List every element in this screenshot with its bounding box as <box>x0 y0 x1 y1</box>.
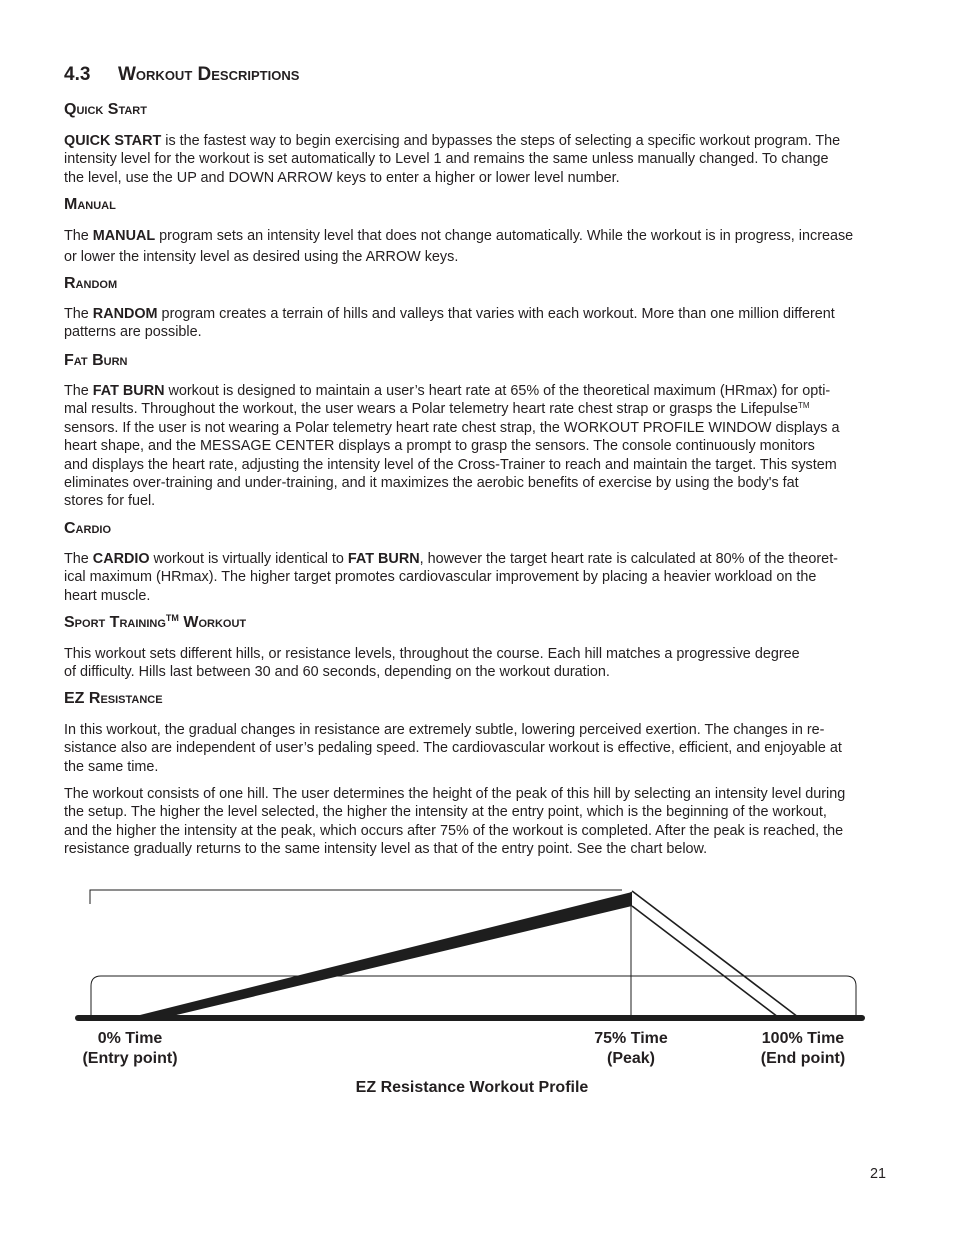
marker-sublabel-peak: (Peak) <box>606 1050 656 1067</box>
ez-resistance-paragraph-1: In this workout, the gradual changes in resistance are extremely subtle, lowering perceived exertion. The changes in re- sistance also are independent of user’s pedaling speed. The cardiovascular workout is effective, efficient, and enjoyable at the same time. <box>64 722 842 775</box>
fat-burn-heading: Fat Burn <box>64 352 128 369</box>
marker-label-start: 0% Time <box>97 1030 163 1047</box>
ez-resistance-paragraph-2: The workout consists of one hill. The user determines the height of the peak of this hill by selecting an intensity level during the setup. The higher the level selected, the higher the intensity at the entry point, which is the beginning of the workout, and the higher the intensity at the peak, which occurs after 75% of the workout is completed. After the peak is reached, the resistance gradually returns to the same intensity level as that of the entry point. See the chart below. <box>64 786 846 858</box>
cardio-heading: Cardio <box>64 520 111 537</box>
descent-line-outer <box>632 891 798 1017</box>
manual-paragraph: The MANUAL program sets an intensity level that does not change automatically. While the workout is in progress, increase or lower the intensity level as desired using the ARROW keys. <box>64 228 854 265</box>
top-bracket-line <box>90 890 622 904</box>
marker-label-peak: 75% Time <box>594 1030 668 1047</box>
diagram-caption: EZ Resistance Workout Profile <box>355 1079 589 1096</box>
sport-training-heading: Sport Training™ Workout <box>64 613 247 631</box>
sport-training-paragraph: This workout sets different hills, or resistance levels, throughout the course. Each hill matches a progressive degree of difficulty. Hills last between 30 and 60 seconds, depending on the workout duration. <box>64 646 800 681</box>
trademark-mark: TM <box>165 613 179 623</box>
ez-resistance-heading: EZ Resistance <box>64 690 163 707</box>
quick-start-paragraph: QUICK START is the fastest way to begin exercising and bypasses the steps of selecting a specific workout program. The intensity level for the workout is set automatically to Level 1 and remains the same unless manually changed. To change the level, use the UP and DOWN ARROW keys to enter a higher or lower level number. <box>64 133 841 186</box>
marker-label-end: 100% Time <box>761 1030 845 1047</box>
quick-start-heading: Quick Start <box>64 101 147 118</box>
manual-heading: Manual <box>64 196 116 213</box>
section-title: Workout Descriptions <box>118 64 300 85</box>
random-paragraph: The RANDOM program creates a terrain of hills and valleys that varies with each workout. More than one million different patterns are possible. <box>64 306 835 341</box>
ascent-ramp <box>132 892 632 1017</box>
fat-burn-paragraph: The FAT BURN workout is designed to maintain a user’s heart rate at 65% of the theoretical maximum (HRmax) for opti- mal results. Throughout the workout, the user wears a Polar telemetry heart rate chest strap or grasps the Lifepulse™ sensors. If the user is not wearing a Polar telemetry heart rate chest strap, the WORKOUT PROFILE WINDOW displays a heart shape, and the MESSAGE CENTER displays a prompt to grasp the sensors. The console continuously monitors and displays the heart rate, adjusting the intensity level of the Cross-Trainer to reach and maintain the target. This system eliminates over-training and under-training, and it maximizes the aerobic benefits of exercise by using the body's fat stores for fuel. <box>64 383 840 510</box>
descent-line-inner <box>632 906 778 1017</box>
trademark-mark: TM <box>798 401 810 411</box>
baseline-bracket <box>91 976 856 1016</box>
marker-sublabel-start: (Entry point) <box>82 1050 178 1067</box>
page-number: 21 <box>870 1166 887 1182</box>
section-number: 4.3 <box>64 64 91 85</box>
cardio-paragraph: The CARDIO workout is virtually identical to FAT BURN, however the target heart rate is calculated at 80% of the theoret- ical maximum (HRmax). The higher target promotes cardiovascular improvement by placing a heavier workload on the heart muscle. <box>64 551 838 604</box>
marker-sublabel-end: (End point) <box>760 1050 846 1067</box>
random-heading: Random <box>64 275 118 292</box>
